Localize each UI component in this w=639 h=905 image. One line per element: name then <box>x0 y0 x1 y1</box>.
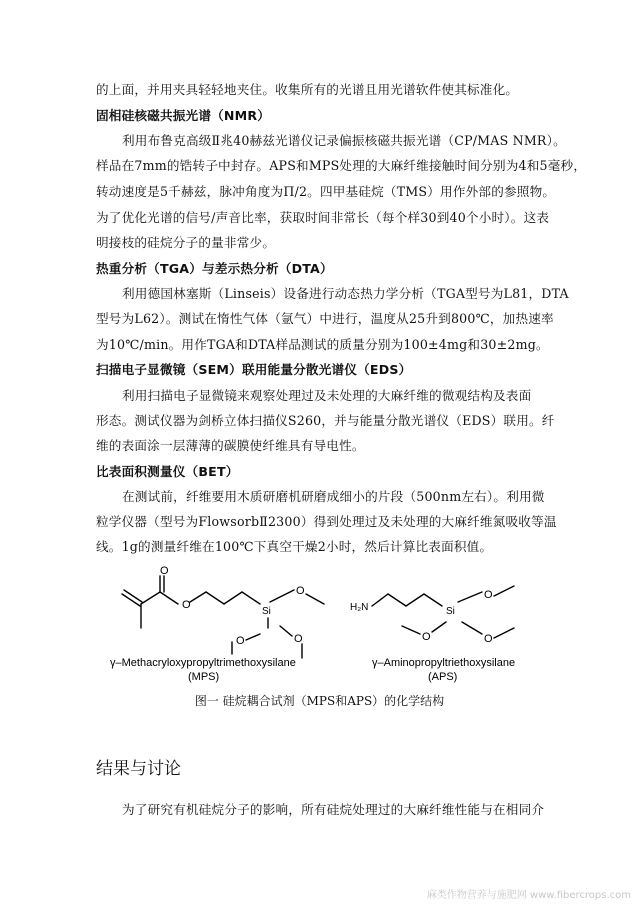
text-line: 转动速度是5千赫兹，脉冲角度为Π/2。四甲基硅烷（TMS）用作外部的参照物。 <box>96 184 556 199</box>
atom-label-o: O <box>160 565 169 577</box>
text-line: 样品在7mm的锆转子中封存。APS和MPS处理的大麻纤维接触时间分别为4和5毫秒， <box>96 158 587 173</box>
subsection-heading-sem: 扫描电子显微镜（SEM）联用能量分散光谱仪（EDS） <box>96 362 412 377</box>
atom-label-o: O <box>422 631 431 643</box>
text-line: 明接枝的硅烷分子的量非常少。 <box>96 235 276 250</box>
text-line: 为了优化光谱的信号/声音比率，获取时间非常长（每个样30到40个小时）。这表 <box>96 210 550 225</box>
text-line: 为了研究有机硅烷分子的影响，所有硅烷处理过的大麻纤维性能与在相同介 <box>122 802 545 817</box>
text-line: 线。1g的测量纤维在100℃下真空干燥2小时，然后计算比表面积值。 <box>96 539 493 554</box>
atom-label-h2n: H₂N <box>350 602 369 613</box>
text-line: 为10℃/min。用作TGA和DTA样品测试的质量分别为100±4mg和30±2mg。 <box>96 337 549 352</box>
chemical-structure-figure <box>110 562 530 687</box>
atom-label-si: Si <box>262 606 271 617</box>
text-line: 型号为L62）。测试在惰性气体（氩气）中进行，温度从25升到800℃，加热速率 <box>96 311 554 326</box>
text-line: 在测试前，纤维要用木质研磨机研磨成细小的片段（500nm左右）。利用微 <box>122 489 545 504</box>
text-line: 利用扫描电子显微镜来观察处理过及未处理的大麻纤维的微观结构及表面 <box>122 388 532 403</box>
mps-abbr: (MPS) <box>188 671 220 683</box>
subsection-heading-bet: 比表面积测量仪（BET） <box>96 464 239 479</box>
watermark-text: 麻类作物营养与施肥网 www.fibercrops.com <box>426 890 631 901</box>
aps-abbr: (APS) <box>428 671 458 683</box>
atom-label-o: O <box>294 633 303 645</box>
figure-caption: 图一 硅烷耦合试剂（MPS和APS）的化学结构 <box>194 694 445 708</box>
atom-label-o: O <box>296 585 305 597</box>
text-line: 利用布鲁克高级Ⅱ兆40赫兹光谱仪记录偏振核磁共振光谱（CP/MAS NMR）。 <box>122 133 566 148</box>
text-line: 维的表面涂一层薄薄的碳膜使纤维具有导电性。 <box>96 438 365 453</box>
atom-label-si: Si <box>446 606 455 617</box>
section-title: 结果与讨论 <box>96 759 181 779</box>
text-line: 形态。测试仪器为剑桥立体扫描仪S260，并与能量分散光谱仪（EDS）联用。纤 <box>96 413 555 428</box>
atom-label-o: O <box>484 633 493 645</box>
atom-label-o: O <box>484 589 493 601</box>
atom-label-o: O <box>182 599 191 611</box>
subsection-heading-nmr: 固相硅核磁共振光谱（NMR） <box>96 108 271 123</box>
aps-name: γ–Aminopropyltriethoxysilane <box>372 657 516 669</box>
atom-label-o: O <box>236 635 245 647</box>
mps-name: γ–Methacryloxypropyltrimethoxysilane <box>110 657 296 669</box>
text-line: 利用德国林塞斯（Linseis）设备进行动态热力学分析（TGA型号为L81，DTA <box>122 286 569 301</box>
text-line: 的上面，并用夹具轻轻地夹住。收集所有的光谱且用光谱软件使其标准化。 <box>96 82 519 97</box>
subsection-heading-tga: 热重分析（TGA）与差示热分析（DTA） <box>96 261 333 276</box>
text-line: 粒学仪器（型号为FlowsorbⅡ2300）得到处理过及未处理的大麻纤维氮吸收等温 <box>96 514 557 529</box>
